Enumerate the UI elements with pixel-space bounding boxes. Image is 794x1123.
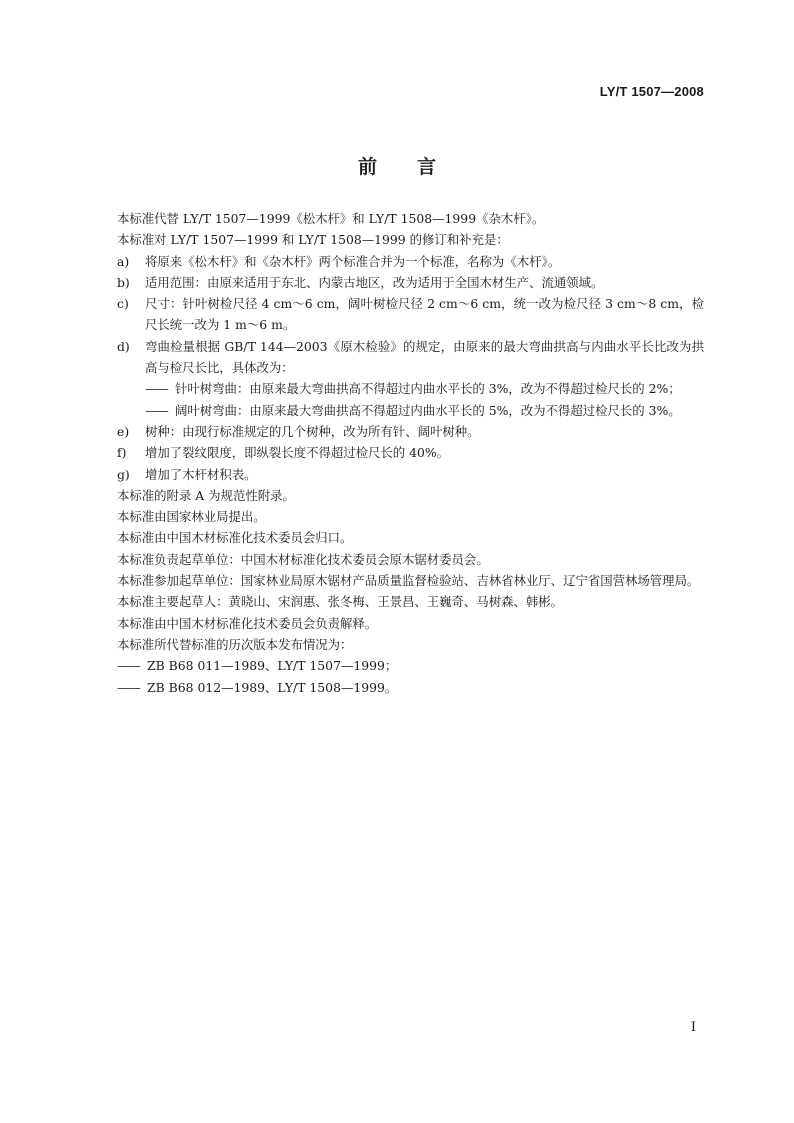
- history-item-text: ZB B68 011—1989、LY/T 1507—1999；: [147, 658, 398, 674]
- list-item: [91, 251, 704, 272]
- list-item-label: e): [117, 423, 130, 439]
- paragraph-replaces: 本标准代替 LY/T 1507—1999《松木杆》和 LY/T 1508—1999《杂木杆》。: [117, 211, 545, 226]
- list-item-text: 增加了裂纹限度，即纵裂长度不得超过检尺长的 40%。: [145, 445, 450, 461]
- list-item-text: 尺寸：针叶树检尺径 4 cm～6 cm，阔叶树检尺径 2 cm～6 cm，统一改为检尺径 3 cm～8 cm，检尺长统一改为 1 m～6 m。: [145, 296, 704, 333]
- list-item-text: 将原来《松木杆》和《杂木杆》两个标准合并为一个标准，名称为《木杆》。: [145, 253, 561, 269]
- list-item-label: a): [117, 253, 130, 269]
- sub-list-item-text: 阔叶树弯曲：由原来最大弯曲拱高不得超过内曲水平长的 5%，改为不得超过检尺长的 3%。: [175, 402, 681, 418]
- history-item-text: ZB B68 012—1989、LY/T 1508—1999。: [147, 679, 398, 695]
- list-item: [91, 464, 704, 485]
- standard-code: LY/T 1507—2008: [599, 84, 704, 99]
- sub-list-item: [91, 400, 704, 421]
- history-item: [91, 655, 704, 676]
- paragraph-drafting-unit: 本标准负责起草单位：中国木材标准化技术委员会原木锯材委员会。: [117, 551, 489, 567]
- sub-list-item: [91, 378, 704, 399]
- paragraph-participating-units: 本标准参加起草单位：国家林业局原木锯材产品质量监督检验站、吉林省林业厅、辽宁省国营林场管理局。: [117, 573, 700, 589]
- paragraph-interpretation: 本标准由中国木材标准化技术委员会负责解释。: [117, 615, 378, 631]
- paragraph-history-intro: 本标准所代替标准的历次版本发布情况为：: [117, 636, 353, 652]
- title-char-2: 言: [417, 156, 437, 178]
- paragraph-centralized: 本标准由中国木材标准化技术委员会归口。: [117, 530, 353, 546]
- dash-marker: ——: [117, 658, 140, 674]
- list-item-text: 适用范围：由原来适用于东北、内蒙古地区，改为适用于全国木材生产、流通领域。: [145, 274, 604, 290]
- list-item-label: d): [117, 338, 130, 354]
- list-item: [91, 293, 704, 336]
- paragraph-proposer: 本标准由国家林业局提出。: [117, 509, 266, 525]
- list-item: [91, 442, 704, 463]
- list-item: [91, 421, 704, 442]
- list-item-label: c): [117, 296, 129, 312]
- list-item-text: 树种：由现行标准规定的几个树种，改为所有针、阔叶树种。: [145, 423, 480, 439]
- title-char-1: 前: [357, 156, 377, 178]
- paragraph-drafters: 本标准主要起草人：黄晓山、宋润惠、张冬梅、王景昌、王巍奇、马树森、韩彬。: [117, 594, 564, 610]
- page-title: [0, 152, 794, 179]
- list-item-text: 增加了木杆材积表。: [145, 466, 257, 482]
- foreword-body: [91, 208, 704, 698]
- dash-marker: ——: [145, 381, 168, 397]
- list-item-text: 弯曲检量根据 GB/T 144—2003《原木检验》的规定，由原来的最大弯曲拱高与内曲水平长比改为拱高与检尺长比，具体改为：: [145, 338, 704, 376]
- history-item: [91, 677, 704, 698]
- dash-marker: ——: [145, 402, 168, 418]
- sub-list-item-text: 针叶树弯曲：由原来最大弯曲拱高不得超过内曲水平长的 3%，改为不得超过检尺长的 2%；: [175, 381, 681, 397]
- list-item-label: b): [117, 274, 130, 290]
- paragraph-revisions-intro: 本标准对 LY/T 1507—1999 和 LY/T 1508—1999 的修订和补充是：: [117, 232, 509, 248]
- page-number: I: [690, 1020, 696, 1035]
- paragraph-annex: 本标准的附录 A 为规范性附录。: [117, 487, 295, 503]
- list-item: [91, 272, 704, 293]
- dash-marker: ——: [117, 679, 140, 695]
- list-item-label: f): [117, 445, 127, 461]
- list-item: [91, 336, 704, 379]
- list-item-label: g): [117, 466, 130, 482]
